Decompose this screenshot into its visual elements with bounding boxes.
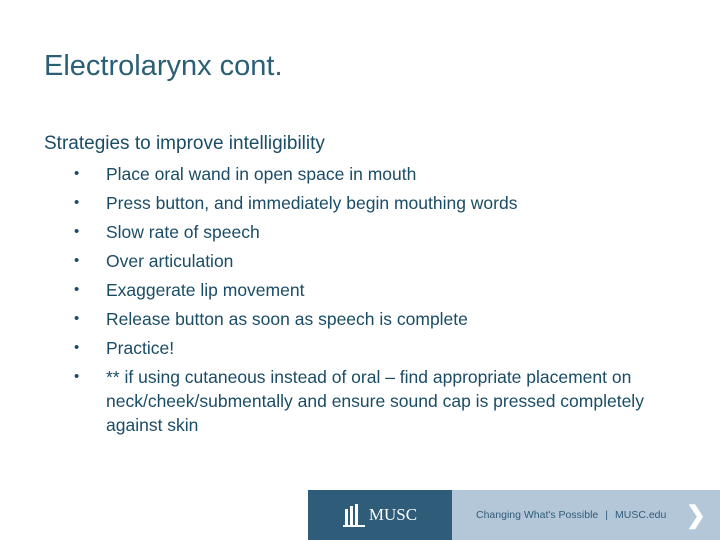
list-item	[72, 336, 692, 360]
list-item-text: Over articulation	[106, 251, 234, 271]
logo-text: MUSC	[368, 505, 418, 524]
list-item-text: Press button, and immediately begin mouthing words	[106, 193, 518, 213]
bullet-icon: •	[74, 339, 80, 356]
building-icon	[343, 503, 365, 527]
list-item	[72, 162, 692, 186]
footer-banner	[308, 490, 720, 540]
bullet-list	[72, 162, 692, 442]
list-item	[72, 249, 692, 273]
section-heading: Strategies to improve intelligibility	[44, 133, 325, 154]
list-item-text: Exaggerate lip movement	[106, 280, 305, 300]
slide-title: Electrolarynx cont.	[44, 50, 283, 82]
bullet-icon: •	[74, 252, 80, 269]
list-item	[72, 365, 692, 437]
bullet-icon: •	[74, 281, 80, 298]
tagline-text: Changing What's Possible	[476, 509, 599, 521]
list-item-text: Place oral wand in open space in mouth	[106, 164, 417, 184]
bullet-icon: •	[74, 194, 80, 211]
list-item-text: Slow rate of speech	[106, 222, 260, 242]
list-item	[72, 307, 692, 331]
list-item-text: Release button as soon as speech is complete	[106, 309, 468, 329]
bullet-icon: •	[74, 368, 80, 385]
list-item	[72, 220, 692, 244]
bullet-icon: •	[74, 310, 80, 327]
musc-logo	[308, 490, 452, 540]
list-item-text: ** if using cutaneous instead of oral – find appropriate placement on neck/cheek/submentally and ensure sound cap is pressed completely against skin	[106, 367, 644, 435]
footer-tagline-bar	[452, 490, 720, 540]
list-item	[72, 191, 692, 215]
tagline-separator: |	[605, 509, 608, 521]
website-link[interactable]: MUSC.edu	[614, 509, 667, 521]
bullet-icon: •	[74, 165, 80, 182]
list-item	[72, 278, 692, 302]
list-item-text: Practice!	[106, 338, 175, 358]
chevron-right-icon[interactable]: ❯	[685, 502, 706, 529]
bullet-icon: •	[74, 223, 80, 240]
